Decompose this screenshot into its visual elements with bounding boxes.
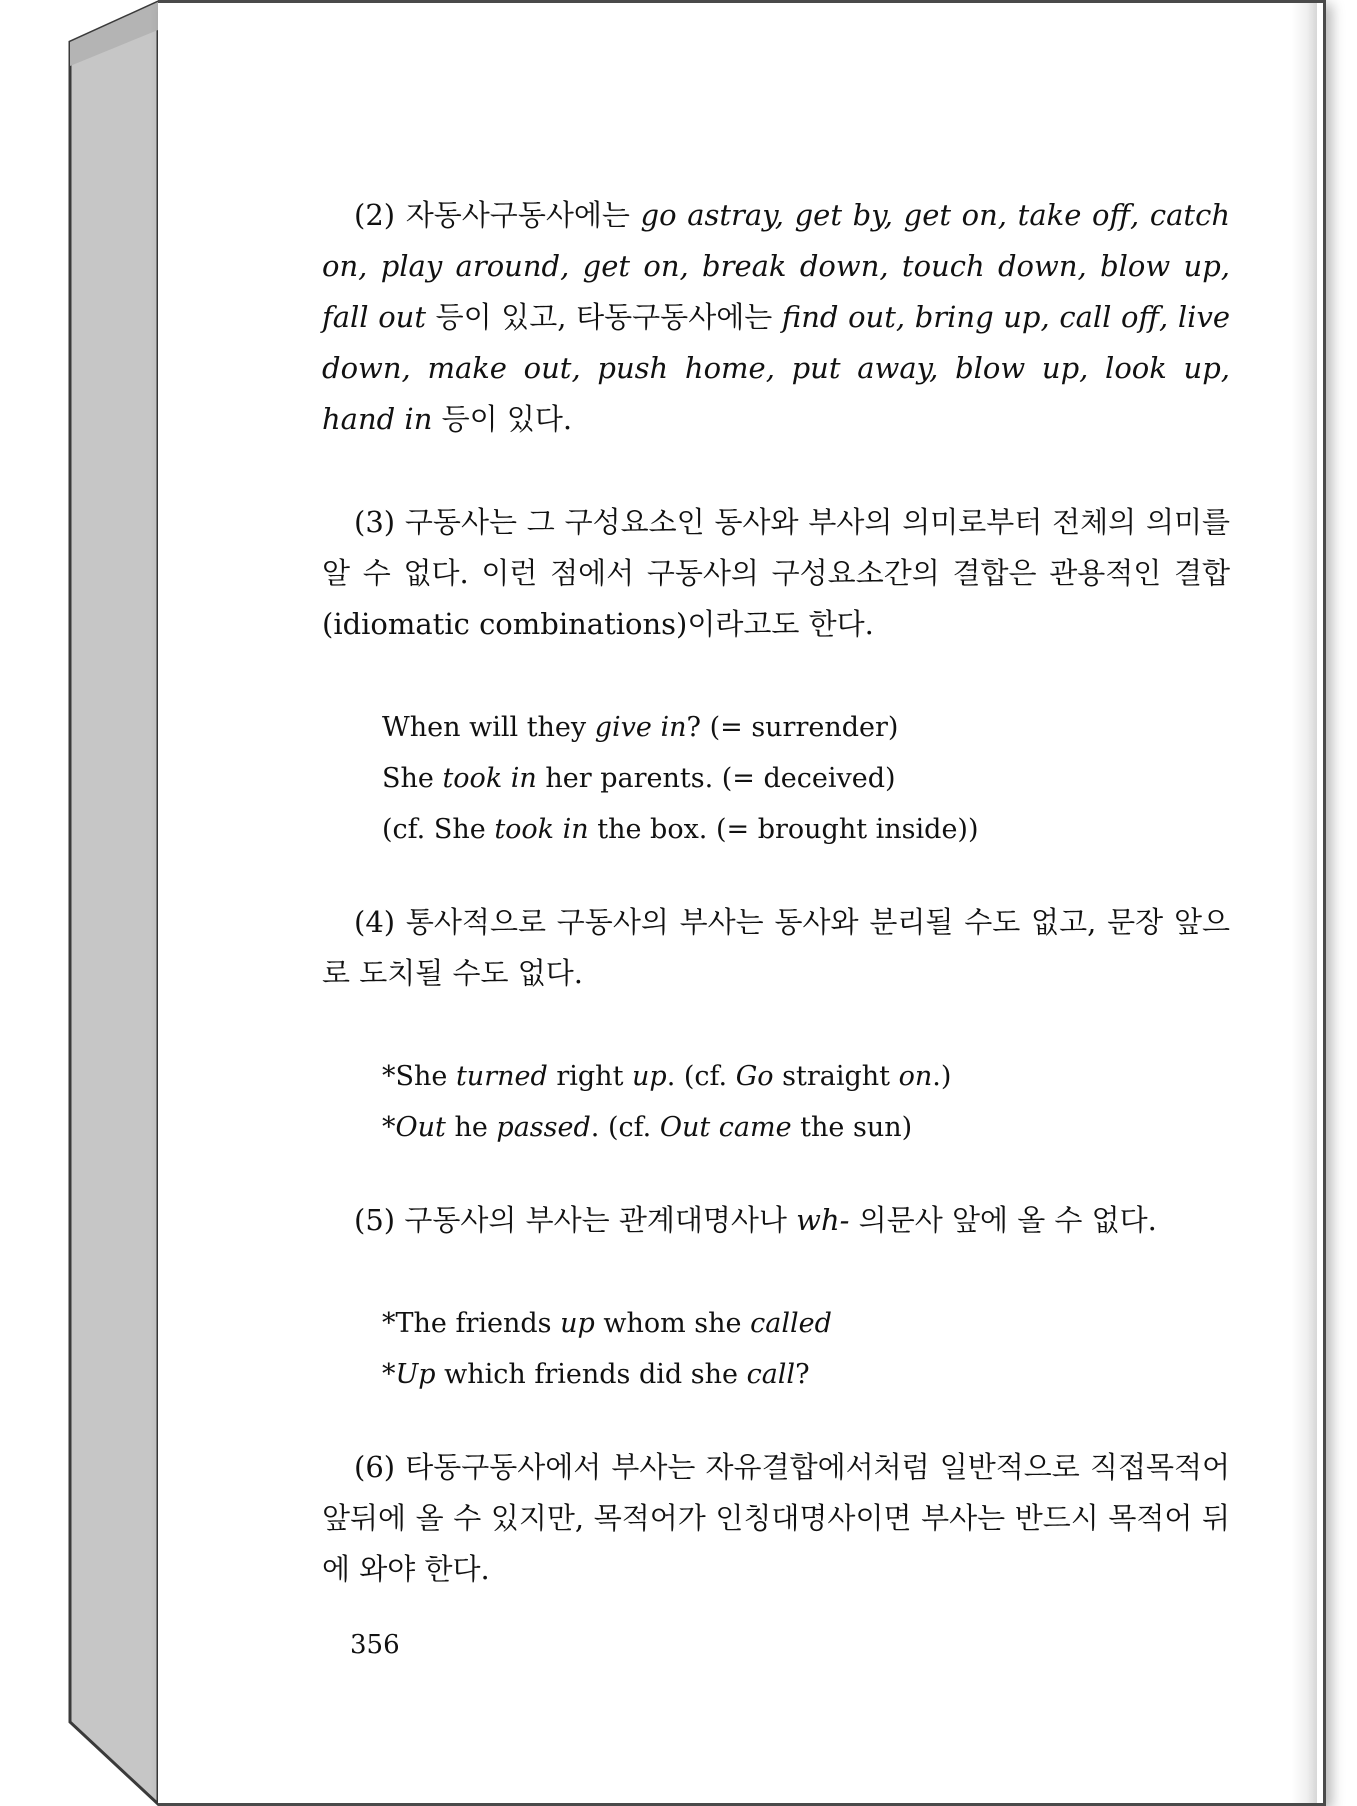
paragraph-4 xyxy=(322,897,1230,999)
paragraph-2 xyxy=(322,190,1230,445)
paragraph-6-label: (6) xyxy=(354,1450,396,1484)
paragraph-6 xyxy=(322,1442,1230,1595)
example-phrasal-verb: took in xyxy=(494,814,589,845)
example-text: the box. (= brought inside)) xyxy=(588,814,979,845)
paragraph-2-label: (2) xyxy=(354,198,396,232)
paragraph-2-text-a: 자동사구동사에는 xyxy=(405,198,641,232)
paragraph-3-text: 구동사는 그 구성요소인 동사와 부사의 의미로부터 전체의 의미를 알 수 없다. 이런 점에서 구동사의 구성요소간의 결합은 관용적인 결합(idiomatic combinations)이라고도 한다. xyxy=(322,505,1230,641)
example-line: *Up which friends did she call? xyxy=(382,1359,810,1390)
example-line xyxy=(382,702,1230,753)
example-line: *She turned right up. (cf. Go straight on.) xyxy=(382,1061,952,1092)
example-text: (cf. She xyxy=(382,814,495,845)
paragraph-4-text: 통사적으로 구동사의 부사는 동사와 분리될 수도 없고, 문장 앞으로 도치될 수도 없다. xyxy=(322,905,1230,990)
example-text: When will they xyxy=(382,712,595,743)
paragraph-3 xyxy=(322,497,1230,650)
example-phrasal-verb: took in xyxy=(442,763,537,794)
example-line xyxy=(382,804,1230,855)
example-text: her parents. (= deceived) xyxy=(536,763,896,794)
example-text: She xyxy=(382,763,443,794)
paragraph-3-label: (3) xyxy=(354,505,396,539)
example-phrasal-verb: give in xyxy=(594,712,687,743)
paragraph-2-intransitive-examples: go astray, get by, get on, take off, catch on, play around, get on, break down, touch down, blow up, fall out xyxy=(322,198,1231,334)
example-line: *Out he passed. (cf. Out came the sun) xyxy=(382,1112,913,1143)
paragraph-5-wh: wh- xyxy=(796,1203,850,1237)
paragraph-2-transitive-examples: find out, bring up, call off, live down, make out, push home, put away, blow up, look up, hand in xyxy=(322,300,1230,436)
examples-4 xyxy=(382,1051,1230,1153)
paragraph-2-text-b: 등이 있고, 타동구동사에는 xyxy=(426,300,782,334)
paragraph-5-text-a: 구동사의 부사는 관계대명사나 xyxy=(404,1203,797,1237)
paragraph-4-label: (4) xyxy=(354,905,396,939)
examples-3 xyxy=(382,702,1230,855)
paragraph-6-text: 타동구동사에서 부사는 자유결합에서처럼 일반적으로 직접목적어 앞뒤에 올 수 있지만, 목적어가 인칭대명사이면 부사는 반드시 목적어 뒤에 와야 한다. xyxy=(322,1450,1230,1586)
page-content xyxy=(322,190,1230,1647)
paragraph-5-label: (5) xyxy=(354,1203,396,1237)
example-line xyxy=(382,753,1230,804)
paragraph-2-text-c: 등이 있다. xyxy=(432,402,573,436)
example-line: *The friends up whom she called xyxy=(382,1308,832,1339)
examples-5 xyxy=(382,1298,1230,1400)
page-edge-shadow xyxy=(1291,3,1317,1803)
paragraph-5-text-b: 의문사 앞에 올 수 없다. xyxy=(849,1203,1157,1237)
example-text: ? (= surrender) xyxy=(686,712,899,743)
page-number: 356 xyxy=(350,1630,400,1660)
paragraph-5 xyxy=(322,1195,1230,1246)
